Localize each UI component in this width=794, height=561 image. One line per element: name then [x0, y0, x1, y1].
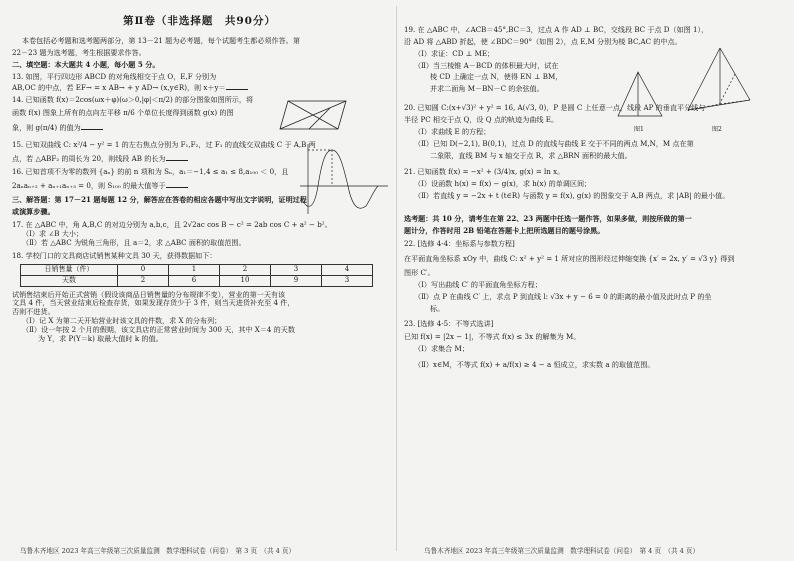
page-divider — [396, 6, 397, 551]
cosine-graph-figure — [296, 140, 392, 218]
q22-part2-cont: 标。 — [430, 304, 445, 314]
optional-section-heading — [404, 215, 782, 236]
q20-line2: 半径 PC 相交于点 Q，设 Q 点的轨迹为曲线 E。 — [404, 115, 559, 125]
sales-table — [20, 264, 373, 287]
triangle-figure-1 — [612, 66, 668, 126]
q20-part2-cont: 二象限，直线 BM 与 x 轴交于点 R，求 △BRN 面积的最大值。 — [430, 150, 632, 160]
q22-part2: （Ⅱ）点 P 在曲线 C′ 上，求点 P 到直线 l: √3x + y − 6 = 0 的距离的最小值及此时点 P 的坐 — [414, 292, 712, 302]
q19-part2-cont2: 并求二面角 M－BN－C 的余弦值。 — [430, 84, 544, 94]
instructions-cont: 22－23 题为选考题，考生根据要求作答。 — [12, 47, 146, 57]
question-23 — [404, 320, 782, 370]
q21-part2: （Ⅱ）若直线 y = −2x + t (t∈R) 与函数 y = f(x), g(x) 的图象交于 A,B 两点，求 |AB| 的最小值。 — [414, 191, 730, 201]
q14-line2: 函数 f(x) 图象上所有的点向左平移 π/6 个单位长度得到函数 g(x) 的图 — [12, 108, 234, 118]
optional-line1: 选考题：共 10 分，请考生在第 22、23 两题中任选一题作答，如果多做，则按所做的第一 — [404, 214, 692, 224]
table-cell: 1 — [169, 264, 220, 275]
q23-part2: （Ⅱ）x∈M，不等式 f(x) + a/f(x) ≥ 4 − a 恒成立，求实数 a 的取值范围。 — [414, 360, 655, 370]
q16-line1: 16. 已知首项不为零的数列 {aₙ} 的前 n 项和为 Sₙ，a₁＝−1,4 ≤ a₁ ≤ 8,a₁₀₀ ＜ 0，且 — [12, 166, 289, 176]
q20-part2: （Ⅱ）已知 D(−2,1), B(0,1)，过点 D 的直线与曲线 E 交于不同的两点 M,N，M 点在第 — [414, 138, 694, 148]
q22-line1: 在平面直角坐标系 xOy 中，曲线 C: x² + y² = 1 所对应的图形经过伸缩变换 {x′ = 2x, y′ = √3 y} 得到 — [404, 253, 735, 263]
table-cell: 3 — [271, 264, 322, 275]
q13-line2 — [12, 82, 387, 93]
q18-part2: （Ⅱ）设一年按 2 个月的假期，该文具店的正常营业时间为 300 天，其中 X＝4 的天数 — [22, 325, 295, 335]
q14-line1: 14. 已知函数 f(x)＝2cos(ωx＋φ)(ω＞0,|φ|＜π/2) 的部分图象如图所示，将 — [12, 95, 254, 105]
q23-part1: （Ⅰ）求集合 M； — [414, 343, 469, 353]
question-13 — [12, 73, 387, 93]
question-22 — [404, 240, 782, 314]
q14-text: 象，则 g(π/4) 的值为 — [12, 123, 81, 133]
table-cell: 天数 — [21, 275, 118, 286]
answer-blank — [226, 82, 248, 90]
question-18 — [12, 252, 387, 344]
q23-heading: 23. [选修 4-5：不等式选讲] — [404, 318, 494, 328]
table-row — [21, 275, 373, 286]
q19-part2: （Ⅱ）当三棱锥 A－BCD 的体积最大时，试在 — [414, 60, 559, 70]
pyramid-figure-2 — [680, 44, 760, 126]
optional-line2: 题计分，作答时用 2B 铅笔在答题卡上把所选题目的题号涂黑。 — [404, 225, 605, 235]
table-row — [21, 264, 373, 275]
question-17 — [12, 221, 387, 248]
q21-stem: 21. 已知函数 f(x) = −x² + (3/4)x, g(x) = ln x。 — [404, 167, 565, 177]
q19-line2: 沿 AD 将 △ABD 折起，使 ∠BDC＝90°（如图 2），点 E,M 分别为棱 BC,AC 的中点。 — [404, 36, 682, 46]
left-page — [12, 0, 387, 561]
page-footer: 乌鲁木齐地区 2023 年高三年级第三次质量监测 数学理科试卷（问卷） 第 4 页 （共 4 页） — [424, 546, 700, 555]
table-cell: 3 — [322, 275, 373, 286]
q23-stem: 已知 f(x) = |2x − 1|，不等式 f(x) ≤ 3x 的解集为 M。 — [404, 331, 581, 341]
figure-2-label: 图2 — [712, 126, 722, 133]
q18-stem: 18. 学校门口的文具商店试销售某种文具 30 天，获得数据如下： — [12, 250, 217, 260]
table-cell: 9 — [271, 275, 322, 286]
q22-heading: 22. [选修 4-4：坐标系与参数方程] — [404, 238, 515, 248]
q18-body3: 否则不进货。 — [12, 307, 55, 317]
q15-text: 点，若 △ABF₂ 的周长为 20，则线段 AB 的长为 — [12, 153, 166, 163]
figure-1-label: 图1 — [634, 126, 644, 133]
table-cell: 日销售量（件） — [21, 264, 118, 275]
q18-part2-cont: 为 Y，求 P(Y＝k) 取最大值时 k 的值。 — [38, 333, 163, 343]
q20-line1: 20. 已知圆 C:(x+√3)² + y² = 16, A(√3, 0)，P 是圆 C 上任意一点，线段 AP 的垂直平分线与 — [404, 103, 706, 113]
table-cell: 2 — [220, 264, 271, 275]
parallelogram-figure — [268, 95, 348, 133]
table-cell: 4 — [322, 264, 373, 275]
q17-part2: （Ⅱ）若 △ABC 为锐角三角形，且 a＝2，求 △ABC 面积的取值范围。 — [22, 237, 246, 247]
q19-part1: （Ⅰ）求证：CD ⊥ ME； — [414, 48, 495, 58]
table-cell: 6 — [169, 275, 220, 286]
q13-text: AB,OC 的中点，若 EF→ = x AB→ + y AD→ (x,y∈R)，则 x＋y＝ — [12, 82, 226, 92]
table-cell: 0 — [118, 264, 169, 275]
table-cell: 10 — [220, 275, 271, 286]
q17-stem: 17. 在 △ABC 中，角 A,B,C 的对边分别为 a,b,c，且 2√2ac cos B − c² = 2ab cos C + a² − b²。 — [12, 220, 332, 230]
page-footer: 乌鲁木齐地区 2023 年高三年级第三次质量监测 数学理科试卷（问卷） 第 3 页 （共 4 页） — [20, 546, 296, 555]
page-title: 第Ⅱ卷（非选择题 共90分） — [123, 15, 276, 27]
q18-part1: （Ⅰ）记 X 为第二天开始营业时该文具的件数，求 X 的分布列； — [22, 316, 222, 326]
q15-line1: 15. 已知双曲线 C: x²/4 − y² = 1 的左右焦点分别为 F₁,F₂，过 F₁ 的直线交双曲线 C 于 A,B 两 — [12, 140, 316, 149]
q22-part1: （Ⅰ）写出曲线 C′ 的平面直角坐标方程； — [414, 280, 542, 290]
fill-section-heading: 二、填空题：本大题共 4 小题，每小题 5 分。 — [12, 59, 160, 69]
q21-part1: （Ⅰ）设函数 h(x) = f(x) − g(x)，求 h(x) 的单调区间； — [414, 179, 592, 189]
q22-line2: 图形 C′。 — [404, 268, 435, 278]
answer-blank — [166, 180, 188, 188]
q18-body1: 试销售结束后开始正式营销（假设该商品日销售量的分布规律不变），营业的第一天有该 — [12, 289, 286, 299]
table-cell: 2 — [118, 275, 169, 286]
q13-line1: 13. 如图，平行四边形 ABCD 的对角线相交于点 O，E,F 分别为 — [12, 71, 217, 81]
q19-part2-cont: 棱 CD 上确定一点 N，使得 EN ⊥ BM， — [430, 72, 563, 82]
instructions: 本卷包括必考题和选考题两部分，第 13－21 题为必考题，每个试题考生都必须作答。第 — [22, 36, 300, 46]
q16-text: 2aₙaₙ₊₂ + aₙ₊₁aₙ₊₃ = 0，则 S₁₀₀ 的最大值等于 — [12, 180, 166, 190]
q14-line3 — [12, 122, 297, 133]
q18-body2: 文具 4 件，当天营业结束后检查存货，如果发现存货少于 3 件，则当天进货补充至 4 件， — [12, 298, 295, 308]
answer-blank — [81, 122, 103, 130]
q20-part1: （Ⅰ）求曲线 E 的方程； — [414, 126, 491, 136]
answer-blank — [166, 153, 188, 161]
answer-section-line1: 三、解答题：第 17－21 题每题 12 分，解答应在答卷的相应各题中写出文字说明，证明过程 — [12, 195, 307, 205]
question-14 — [12, 96, 297, 133]
answer-section-line2: 或演算步骤。 — [12, 207, 55, 217]
q19-line1: 19. 在 △ABC 中，∠ACB＝45°,BC＝3，过点 A 作 AD ⊥ BC，交线段 BC 于点 D（如图 1）， — [404, 25, 709, 34]
question-21 — [404, 168, 782, 201]
q17-part1: （Ⅰ）求 ∠B 大小； — [22, 229, 84, 239]
